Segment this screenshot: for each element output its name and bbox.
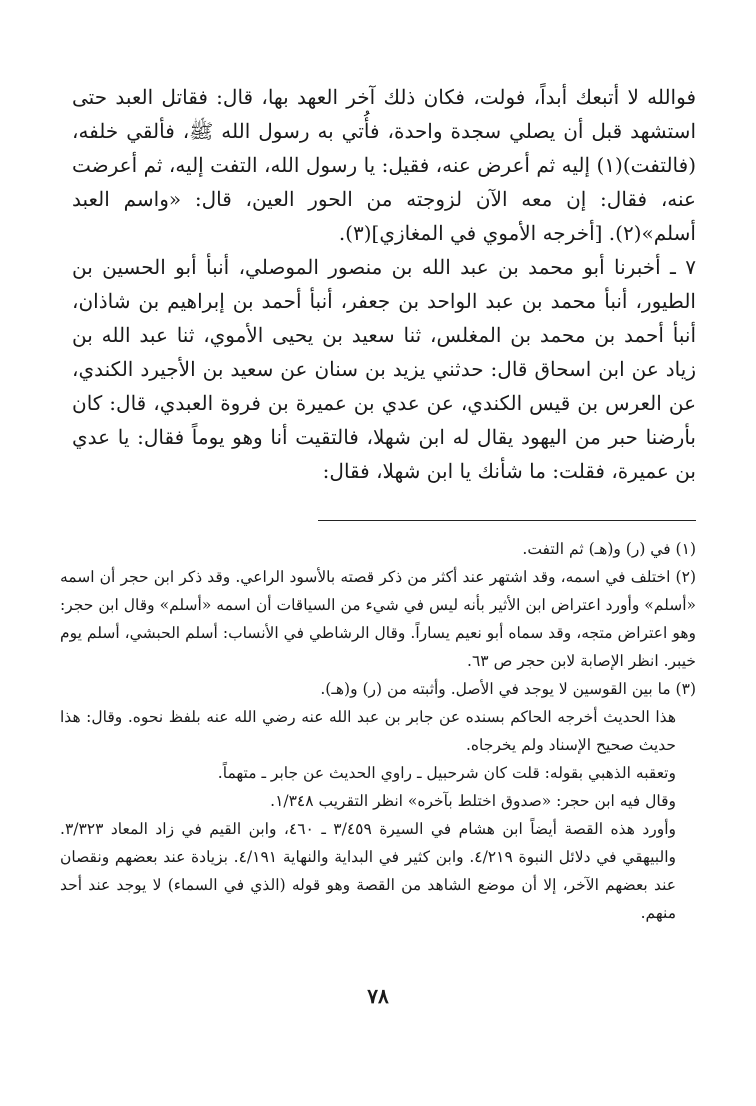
main-text <box>72 80 696 488</box>
footnote-3-dhahabi: وتعقبه الذهبي بقوله: قلت كان شرحبيل ـ راوي الحديث عن جابر ـ متهماً. <box>217 764 676 782</box>
footnotes <box>60 535 696 927</box>
main-paragraph-2 <box>72 250 696 488</box>
footnote-2: (٢) اختلف في اسمه، وقد اشتهر عند أكثر من ذكر قصته بالأسود الراعي. وقد ذكر ابن حجر أن اسمه «أسلم» وأورد اعتراض ابن الأثير بأنه ليس في شيء من السياقات أن اسمه «أسلم» وقال ابن حجر: وهو اعتراض متجه، وقد سماه أبو نعيم يساراً. وقال الرشاطي في الأنساب: أسلم الحبشي، أسلم يوم خيبر. انظر الإصابة لابن حجر ص ٦٣. <box>60 568 696 670</box>
footnote-3: (٣) ما بين القوسين لا يوجد في الأصل. وأثبته من (ر) و(هـ). <box>320 680 696 698</box>
footnote-3-hakim: هذا الحديث أخرجه الحاكم بسنده عن جابر بن عبد الله عنه رضي الله عنه بلفظ نحوه. وقال: هذا حديث صحيح الإسناد ولم يخرجاه. <box>60 708 676 754</box>
footnote-3-ibn-hajar: وقال فيه ابن حجر: «صدوق اختلط بآخره» انظر التقريب ١/٣٤٨. <box>270 792 676 810</box>
footnote-1: (١) في (ر) و(هـ) ثم التفت. <box>522 540 696 558</box>
hadith-text: أخبرنا أبو محمد بن عبد الله بن منصور الموصلي، أنبأ أبو الحسين بن الطيور، أنبأ محمد بن عبد الواحد بن جعفر، أنبأ أحمد بن إبراهيم بن شاذان، أنبأ أحمد بن محمد بن المغلس، ثنا سعيد بن يحيى الأموي، ثنا عبد الله بن زياد عن ابن اسحاق قال: حدثني يزيد بن سنان عن سعيد بن الأجيرد الكندي، عن العرس بن قيس الكندي، عن عدي بن عميرة بن فروة العبدي، قال: كان بأرضنا حبر من اليهود يقال له ابن شهلا، فالتقيت أنا وهو يوماً فقال: يا عدي بن عميرة، فقلت: ما شأنك يا ابن شهلا، فقال: <box>72 255 697 483</box>
page-number: ٧٨ <box>367 984 389 1008</box>
hadith-number: ٧ ـ <box>670 255 697 279</box>
footnote-3-sources: وأورد هذه القصة أيضاً ابن هشام في السيرة ٣/٤٥٩ ـ ٤٦٠، وابن القيم في زاد المعاد ٣/٣٢٣. والبيهقي في دلائل النبوة ٤/٢١٩. وابن كثير في البداية والنهاية ٤/١٩١. بزيادة عند بعضهم ونقصان عند بعضهم الآخر، إلا أن موضع الشاهد من القصة وهو قوله (الذي في السماء) لا يوجد عند أحد منهم. <box>60 820 676 922</box>
footnote-divider <box>318 520 696 521</box>
main-paragraph-1: فوالله لا أتبعك أبداً، فولت، فكان ذلك آخر العهد بها، قال: فقاتل العبد حتى استشهد قبل أن يصلي سجدة واحدة، فأُتي به رسول الله ﷺ، فألقي خلفه، (فالتفت)(١) إليه ثم أعرض عنه، فقيل: يا رسول الله، التفت إليه، ثم أعرضت عنه، فقال: إن معه الآن لزوجته من الحور العين، قال: «واسم العبد أسلم»(٢). [أخرجه الأموي في المغازي](٣). <box>72 85 696 245</box>
